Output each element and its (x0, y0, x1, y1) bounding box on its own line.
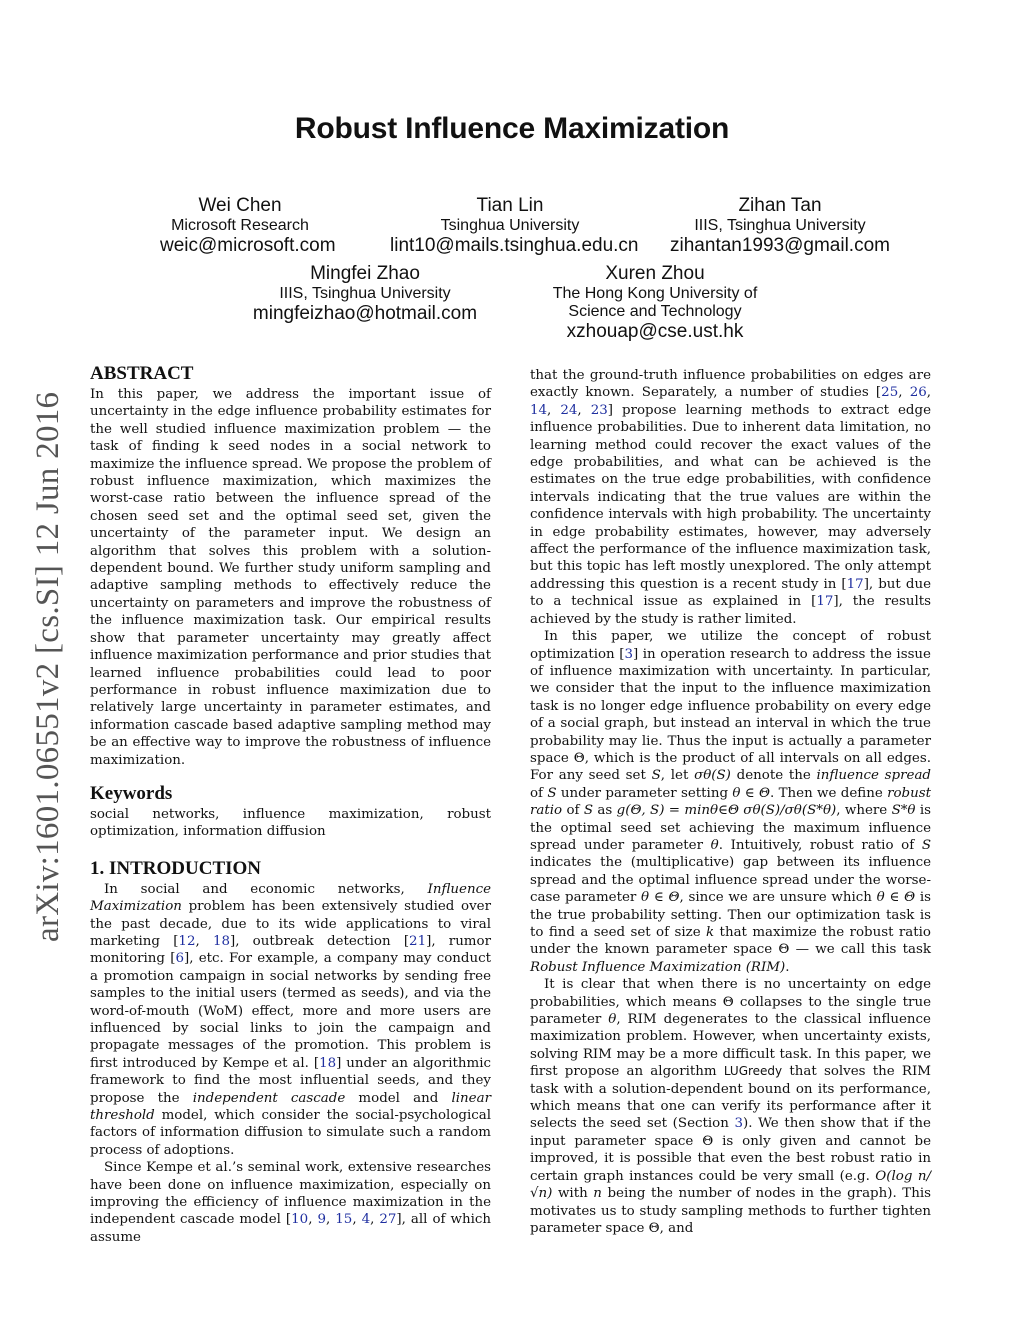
citation-link[interactable]: 18 (212, 933, 230, 949)
citation-link[interactable]: 4 (361, 1212, 371, 1228)
citation-link[interactable]: 12 (178, 933, 196, 949)
author-block (660, 195, 900, 257)
citation-link[interactable]: 25 (881, 385, 899, 401)
author-name: Mingfei Zhao (310, 263, 420, 284)
author-block (160, 195, 336, 257)
author-block (245, 263, 485, 325)
author-email: lint10@mails.tsinghua.edu.cn (390, 235, 639, 256)
abstract-text: In this paper, we address the important issue of uncertainty in the edge influence probability estimates for the well studied influence maximization problem — the task of finding k seed nodes in a social network to maximize the influence spread. We propose the problem of robust influence maximization, which maximizes the worst-case ratio between the influence spread of the chosen seed set and the optimal seed set, given the uncertainty of the parameter input. We design an algorithm that solves this problem with a solution-dependent bound. We further study uniform sampling and adaptive sampling methods to effectively reduce the uncertainty on parameters and improve the robustness of the influence maximization task. Our empirical results show that parameter uncertainty may greatly affect influence maximization performance and prior studies that learned influence probabilities could lead to poor performance in robust influence maximization due to relatively large uncertainty in parameter estimates, and information cascade based adaptive sampling method may be an effective way to improve the robustness of influence maximization. (90, 387, 491, 768)
right-paragraph-3: It is clear that when there is no uncertainty on edge probabilities, which means Θ collapses to the single true parameter θ, RIM degenerates to the classical influence maximization problem. However, when uncertainty exists, solving RIM may be a more difficult task. In this paper, we first propose an algorithm LUGreedy that solves the RIM task with a solution-dependent bound on its performance, which means that one can verify its performance after it selects the seed set (Section 3). We then show that if the input parameter space Θ is only given and cannot be improved, it is possible that even the best robust ratio in certain graph instances could be very small (e.g. O(log n/√n) with n being the number of nodes in the graph). This motivates us to study sampling methods to further tighten parameter space Θ, and (530, 977, 932, 1236)
paper-title: Robust Influence Maximization (294, 112, 730, 145)
citation-link[interactable]: 3 (624, 646, 633, 662)
arxiv-stamp: arXiv:1601.06551v2 [cs.SI] 12 Jun 2016 (30, 391, 66, 942)
citation-link[interactable]: 27 (379, 1212, 397, 1228)
author-email: zihantan1993@gmail.com (670, 235, 890, 256)
author-email: mingfeizhao@hotmail.com (252, 303, 478, 324)
author-name: Zihan Tan (738, 195, 822, 216)
author-affiliation: IIIS, Tsinghua University (694, 217, 866, 234)
right-paragraph-1: that the ground-truth influence probabilities on edges are exactly known. Separately, a number of studies [25, 26, 14, 24, 23] propose learning methods to extract edge influence probabilities. Due to inherent data limitation, no learning method could recover the exact values of the edge probabilities, and what can be achieved is the estimates on the true edge probabilities, with confidence intervals indicating that the true values are within the confidence intervals with high probability. The uncertainty in edge probability estimates, however, may adversely affect the performance of the influence maximization task, but this topic has left mostly unexplored. The only attempt addressing this question is a recent study in [17], but due to a technical issue as explained in [17], the results achieved by the study is rather limited. (530, 368, 932, 627)
section-link[interactable]: 3 (734, 1116, 744, 1132)
citation-link[interactable]: 14 (530, 402, 548, 418)
author-name: Tian Lin (476, 195, 544, 216)
author-name: Xuren Zhou (605, 263, 705, 284)
keywords-heading: Keywords (90, 782, 173, 804)
citation-link[interactable]: 17 (816, 594, 834, 610)
citation-link[interactable]: 10 (291, 1212, 309, 1228)
left-column (90, 362, 491, 1246)
citation-link[interactable]: 24 (560, 402, 578, 418)
algorithm-name: LUGreedy (723, 1064, 783, 1079)
author-email: weic@microsoft.com (160, 235, 336, 256)
author-block (540, 263, 770, 343)
citation-link[interactable]: 9 (317, 1212, 326, 1228)
right-paragraph-2: In this paper, we utilize the concept of robust optimization [3] in operation research to address the issue of influence maximization with uncertainty. In particular, we consider that the input to the influence maximization task is no longer edge influence probability on every edge of a social graph, but instead an interval in which the true probability may lie. Thus the input is actually a parameter space Θ, which is the product of all intervals on all edges. For any seed set S, let σθ(S) denote the influence spread of S under parameter setting θ ∈ Θ. Then we define robust ratio of S as g(Θ, S) = minθ∈Θ σθ(S)/σθ(S*θ), where S*θ is the optimal seed set achieving the maximum influence spread under parameter θ. Intuitively, robust ratio of S indicates the (multiplicative) gap between its influence spread and the optimal influence spread under the worse-case parameter θ ∈ Θ, since we are unsure which θ ∈ Θ is the true probability setting. Then our optimization task is to find a seed set of size k that maximize the robust ratio under the known parameter space Θ — we call this task Robust Influence Maximization (RIM). (530, 629, 932, 975)
author-name: Wei Chen (198, 195, 282, 216)
intro-paragraph-2: Since Kempe et al.’s seminal work, extensive researches have been done on influence maximization, especially on improving the efficiency of influence maximization in the independent cascade model [10, 9, 15, 4, 27], all of which assume (90, 1160, 491, 1245)
intro-heading: 1. INTRODUCTION (90, 857, 262, 879)
author-affiliation: Tsinghua University (440, 217, 580, 234)
citation-link[interactable]: 26 (909, 385, 927, 401)
citation-link[interactable]: 23 (590, 402, 608, 418)
citation-link[interactable]: 15 (335, 1212, 353, 1228)
citation-link[interactable]: 6 (175, 951, 184, 967)
author-block (390, 195, 639, 257)
intro-paragraph-1: In social and economic networks, Influence Maximization problem has been extensively studied over the past decade, due to its wide applications to viral marketing [12, 18], outbreak detection [21], rumor monitoring [6], etc. For example, a company may conduct a promotion campaign in social networks by sending free samples to the initial users (termed as seeds), and via the word-of-mouth (WoM) effect, more and more users are influenced by social links to join the campaign and propagate messages of the promotion. This problem is first introduced by Kempe et al. [18] under an algorithmic framework to find the most influential seeds, and they propose the independent cascade model and linear threshold model, which consider the social-psychological factors of information diffusion to simulate such a random process of adoptions. (90, 881, 491, 1158)
author-email: xzhouap@cse.ust.hk (566, 321, 744, 342)
author-affiliation: IIIS, Tsinghua University (279, 285, 451, 302)
author-affiliation: The Hong Kong University of Science and Technology (552, 285, 758, 320)
citation-link[interactable]: 18 (319, 1055, 337, 1071)
citation-link[interactable]: 17 (846, 576, 864, 592)
citation-link[interactable]: 21 (409, 933, 427, 949)
keywords-text: social networks, influence maximization, robust optimization, information diffusion (90, 806, 491, 840)
author-affiliation: Microsoft Research (171, 217, 309, 234)
abstract-heading: ABSTRACT (90, 363, 194, 384)
right-column (530, 367, 931, 1237)
